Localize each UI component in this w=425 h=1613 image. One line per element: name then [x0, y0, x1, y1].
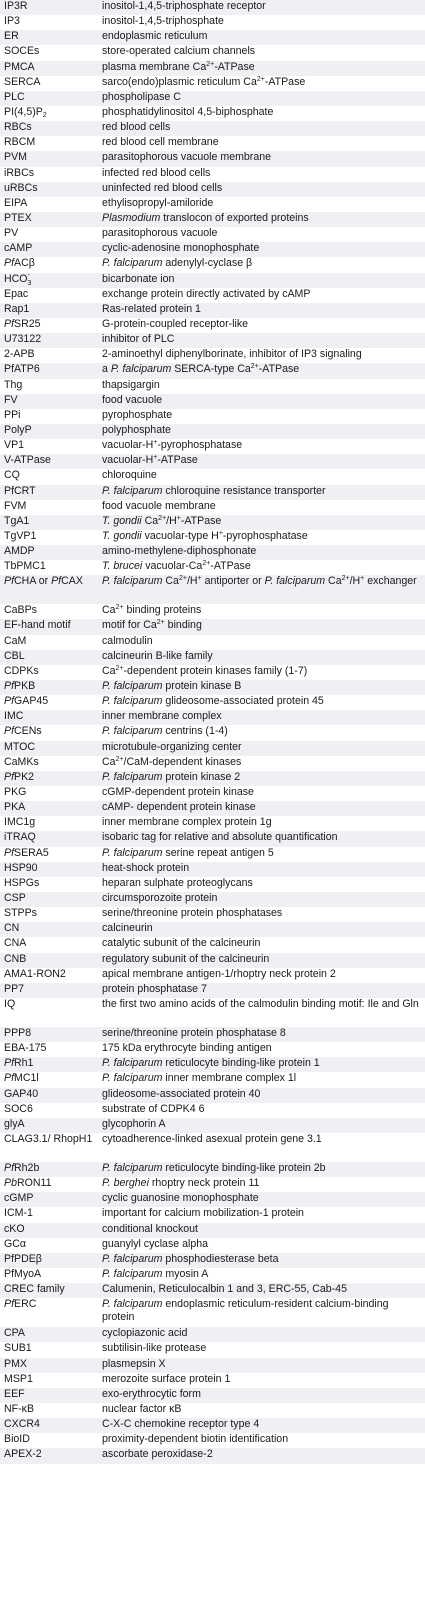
abbreviation-cell: APEX-2 — [0, 1448, 98, 1463]
table-row — [0, 167, 425, 182]
definition-cell: serine/threonine protein phosphatases — [102, 907, 283, 920]
definition-cell: P. falciparum protein kinase 2 — [98, 771, 425, 786]
abbreviation-cell: PfRh2b — [0, 1162, 98, 1177]
table-row — [0, 1448, 425, 1463]
abbreviation-cell: uRBCs — [0, 182, 98, 197]
abbreviation-cell: PfMC1l — [4, 1072, 39, 1085]
abbreviation-cell: Rap1 — [0, 303, 98, 318]
definition-cell: T. brucei vacuolar-$Ca^{2+}$-ATPase — [102, 560, 251, 573]
table-row — [0, 288, 425, 303]
abbreviation-cell: CXCR4 — [0, 1418, 98, 1433]
abbreviation-cell: CPA — [0, 1327, 98, 1342]
table-row — [0, 1118, 425, 1133]
definition-cell: isobaric tag for relative and absolute quantification — [98, 831, 425, 846]
abbreviation-cell: RBCM — [4, 136, 36, 149]
table-row — [0, 454, 425, 469]
definition-cell: exo-erythrocytic form — [98, 1388, 425, 1403]
abbreviation-cell: TgA1 — [0, 515, 98, 530]
abbreviation-cell: Thg — [4, 378, 23, 391]
definition-cell: P. falciparum serine repeat antigen 5 — [102, 846, 274, 859]
definition-cell: Ras-related protein 1 — [98, 303, 425, 318]
definition-cell: inner membrane complex protein 1g — [102, 816, 272, 829]
table-row — [0, 983, 425, 998]
table-row — [0, 1192, 425, 1207]
table-row — [0, 695, 425, 710]
abbreviation-cell: NF-κB — [4, 1402, 35, 1415]
abbreviation-cell: EIPA — [4, 196, 28, 209]
abbreviation-cell: PfCHA or PfCAX — [0, 575, 98, 604]
abbreviation-cell: PolyP — [0, 424, 98, 439]
table-row — [0, 500, 425, 515]
abbreviation-cell: PfPKB — [0, 680, 98, 695]
abbreviation-cell: VP1 — [4, 439, 25, 452]
definition-cell: plasma membrane $Ca^{2+}$-ATPase — [98, 61, 425, 76]
definition-cell: nuclear factor κB — [102, 1402, 182, 1415]
table-row — [0, 968, 425, 983]
table-row — [0, 922, 425, 937]
table-row — [0, 710, 425, 725]
abbreviation-cell: FVM — [4, 499, 27, 512]
abbreviation-cell: EF-hand motif — [0, 619, 98, 634]
table-row — [0, 998, 425, 1027]
abbreviation-cell: EEF — [0, 1388, 98, 1403]
abbreviation-cell: CaMKs — [4, 755, 39, 768]
definition-cell: C-X-C chemokine receptor type 4 — [98, 1418, 425, 1433]
table-row — [0, 1433, 425, 1448]
abbreviation-cell: Epac — [4, 287, 29, 300]
definition-cell: P. falciparum reticulocyte binding-like protein 2b — [98, 1162, 425, 1177]
abbreviation-cell: AMDP — [0, 545, 98, 560]
definition-cell: bicarbonate ion — [98, 273, 425, 288]
abbreviation-cell: FV — [0, 394, 98, 409]
abbreviation-cell: CaM — [4, 634, 27, 647]
abbreviation-cell: $PI(4,5)P_2$ — [4, 105, 47, 119]
definition-cell: subtilisin-like protease — [102, 1342, 207, 1355]
abbreviation-cell: PfPDEβ — [0, 1253, 98, 1268]
definition-cell: regulatory subunit of the calcineurin — [98, 953, 425, 968]
table-row — [0, 635, 425, 650]
abbreviation-cell: PfRh1 — [0, 1057, 98, 1072]
table-row — [0, 1253, 425, 1268]
abbreviation-cell: CSP — [0, 892, 98, 907]
table-row — [0, 801, 425, 816]
table-row — [0, 45, 425, 60]
definition-cell: motif for $Ca^{2+}$ binding — [98, 619, 425, 634]
table-row — [0, 862, 425, 877]
abbreviation-cell: CN — [0, 922, 98, 937]
abbreviation-cell: PPi — [4, 408, 21, 421]
table-row — [0, 741, 425, 756]
abbreviation-cell: HSP90 — [0, 862, 98, 877]
table-row — [0, 485, 425, 500]
abbreviation-cell: RBCs — [0, 121, 98, 136]
table-row — [0, 303, 425, 318]
definition-cell: parasitophorous vacuole membrane — [98, 151, 425, 166]
abbreviation-cell: PfATP6 — [0, 363, 98, 378]
table-row — [0, 560, 425, 575]
abbreviation-cell: HCO - 3 — [0, 273, 98, 288]
abbreviation-cell: cAMP — [0, 242, 98, 257]
abbreviation-cell: PKG — [4, 786, 27, 799]
definition-cell: cAMP- dependent protein kinase — [98, 801, 425, 816]
table-row — [0, 515, 425, 530]
table-row — [0, 1298, 425, 1327]
abbreviation-cell: PV — [4, 227, 19, 240]
abbreviation-cell: SOC6 — [4, 1102, 33, 1115]
table-row — [0, 604, 425, 619]
abbreviation-cell: IP3R — [0, 0, 98, 15]
table-row — [0, 1103, 425, 1118]
table-row — [0, 409, 425, 424]
table-row — [0, 786, 425, 801]
definition-cell: P. falciparum myosin A — [102, 1267, 209, 1280]
table-row — [0, 847, 425, 862]
table-row — [0, 1088, 425, 1103]
abbreviation-cell: PfCRT — [0, 485, 98, 500]
definition-cell: P. falciparum centrins (1-4) — [102, 725, 228, 738]
definition-cell: sarco(endo)plasmic reticulum $Ca^{2+}$-ATPase — [102, 75, 306, 88]
table-row — [0, 650, 425, 665]
abbreviation-cell: SUB1 — [4, 1342, 32, 1355]
abbreviation-cell: CNA — [4, 937, 27, 950]
definition-cell: important for calcium mobilization-1 protein — [102, 1207, 304, 1220]
abbreviation-cell: iRBCs — [4, 166, 35, 179]
table-row — [0, 1223, 425, 1238]
definition-cell: uninfected red blood cells — [98, 182, 425, 197]
table-row — [0, 1177, 425, 1192]
definition-cell: endoplasmic reticulum — [98, 30, 425, 45]
table-row — [0, 831, 425, 846]
table-row — [0, 439, 425, 454]
abbreviation-cell: CaBPs — [4, 604, 37, 617]
abbreviation-cell: 2-APB — [4, 348, 35, 361]
abbreviation-cell: EBA-175 — [4, 1042, 47, 1055]
definition-cell: phospholipase C — [98, 91, 425, 106]
table-row — [0, 469, 425, 484]
abbreviation-cell: U73122 — [0, 333, 98, 348]
definition-cell: calmodulin — [102, 634, 153, 647]
definition-cell: P. falciparum phosphodiesterase beta — [98, 1253, 425, 1268]
table-row — [0, 771, 425, 786]
definition-cell: cGMP-dependent protein kinase — [102, 786, 254, 799]
definition-cell: parasitophorous vacuole — [102, 227, 218, 240]
abbreviation-cell: glyA — [0, 1118, 98, 1133]
table-row — [0, 1027, 425, 1042]
table-row — [0, 136, 425, 151]
table-row — [0, 1418, 425, 1433]
definition-cell: T. gondii vacuolar-type H+-pyrophosphatase — [102, 529, 308, 542]
definition-cell: $Ca^{2+}/CaM$-dependent kinases — [102, 755, 242, 768]
definition-cell: food vacuole — [98, 394, 425, 409]
table-row — [0, 30, 425, 45]
definition-cell: the first two amino acids of the calmodulin binding motif: Ile and Gln — [102, 998, 419, 1010]
definition-cell: substrate of CDPK4 6 — [102, 1102, 205, 1115]
definition-cell: ascorbate peroxidase-2 — [98, 1448, 425, 1463]
abbreviation-cell: CBL — [0, 650, 98, 665]
table-row — [0, 76, 425, 91]
definition-cell: Plasmodium translocon of exported proteins — [98, 212, 425, 227]
definition-cell: polyphosphate — [98, 424, 425, 439]
definition-cell: inositol-1,4,5-triphosphate — [102, 15, 224, 28]
definition-cell: phosphatidylinositol 4,5-biphosphate — [102, 105, 274, 118]
definition-cell: red blood cell membrane — [102, 136, 219, 149]
definition-cell: P. falciparum glideosome-associated protein 45 — [102, 695, 324, 708]
definition-cell: vacuolar-H+-pyrophosphatase — [102, 439, 243, 452]
table-row — [0, 1283, 425, 1298]
abbreviation-cell: BioID — [4, 1433, 30, 1446]
definition-cell: circumsporozoite protein — [98, 892, 425, 907]
definition-cell: heparan sulphate proteoglycans — [102, 876, 253, 889]
definition-cell: P. falciparum chloroquine resistance transporter — [98, 485, 425, 500]
definition-cell: inositol-1,4,5-triphosphate receptor — [98, 0, 425, 15]
abbreviation-cell: PfACβ — [4, 257, 35, 270]
abbreviation-cell: PMCA — [0, 61, 98, 76]
table-row — [0, 333, 425, 348]
definition-cell: protein phosphatase 7 — [98, 983, 425, 998]
abbreviation-cell: CQ — [4, 469, 20, 482]
table-row — [0, 1133, 425, 1162]
table-row — [0, 953, 425, 968]
definition-cell: pyrophosphate — [102, 408, 173, 421]
table-row — [0, 348, 425, 363]
table-row — [0, 273, 425, 288]
definition-cell: P. falciparum reticulocyte binding-like protein 1 — [98, 1057, 425, 1072]
abbreviation-cell: CDPKs — [4, 664, 39, 677]
definition-cell: catalytic subunit of the calcineurin — [102, 937, 261, 950]
abbreviation-cell: PfPK2 — [0, 771, 98, 786]
abbreviation-cell: IQ — [4, 998, 16, 1010]
abbreviation-cell: SOCEs — [4, 45, 40, 58]
table-row — [0, 665, 425, 680]
table-row — [0, 756, 425, 771]
definition-cell: ethylisopropyl-amiloride — [102, 196, 214, 209]
abbreviation-cell: ER — [0, 30, 98, 45]
definition-cell: $Ca^{2+}$-dependent protein kinases family (1-7) — [102, 664, 308, 677]
table-row — [0, 15, 425, 30]
definition-cell: 175 kDa erythrocyte binding antigen — [102, 1042, 272, 1055]
table-row — [0, 1042, 425, 1057]
definition-cell: food vacuole membrane — [102, 499, 216, 512]
abbreviation-cell: CNB — [0, 953, 98, 968]
abbreviation-cell: PPP8 — [0, 1027, 98, 1042]
abbreviation-cell: PfCENs — [4, 725, 42, 738]
definition-cell: heat-shock protein — [98, 862, 425, 877]
definition-cell: apical membrane antigen-1/rhoptry neck protein 2 — [102, 967, 336, 980]
definition-cell: inner membrane complex — [98, 710, 425, 725]
table-row — [0, 318, 425, 333]
definition-cell: chloroquine — [102, 469, 157, 482]
definition-cell: T. gondii $Ca^{2+}/H^+$-ATPase — [98, 515, 425, 530]
abbreviation-cell: PMX — [0, 1358, 98, 1373]
table-row — [0, 379, 425, 394]
abbreviation-cell: SERCA — [4, 75, 41, 88]
definition-cell: cyclic-adenosine monophosphate — [98, 242, 425, 257]
definition-cell: calcineurin — [98, 922, 425, 937]
definition-cell: red blood cells — [98, 121, 425, 136]
definition-cell: guanylyl cyclase alpha — [102, 1237, 208, 1250]
table-row — [0, 106, 425, 121]
definition-cell: inhibitor of PLC — [98, 333, 425, 348]
table-row — [0, 242, 425, 257]
abbreviation-cell: TbPMC1 — [4, 560, 46, 573]
definition-cell: P. berghei rhoptry neck protein 11 — [102, 1177, 260, 1190]
abbreviation-cell: PTEX — [0, 212, 98, 227]
definition-cell: a P. falciparum SERCA-type $Ca^{2+}$-ATPase — [98, 363, 425, 378]
definition-cell: vacuolar-H+-ATPase — [98, 454, 425, 469]
abbreviation-cell: PfERC — [4, 1298, 37, 1311]
table-row — [0, 1207, 425, 1222]
abbreviation-cell: iTRAQ — [0, 831, 98, 846]
table-row — [0, 1072, 425, 1087]
table-row — [0, 394, 425, 409]
definition-cell: P. falciparum protein kinase B — [98, 680, 425, 695]
abbreviation-cell: MSP1 — [4, 1372, 33, 1385]
definition-cell: serine/threonine protein phosphatase 8 — [98, 1027, 425, 1042]
definition-cell: P. falciparum adenylyl-cyclase β — [102, 257, 253, 270]
abbreviation-cell: GAP40 — [0, 1088, 98, 1103]
abbreviation-cell: PfSERA5 — [4, 846, 49, 859]
definition-cell: plasmepsin X — [98, 1358, 425, 1373]
table-row — [0, 0, 425, 15]
table-row — [0, 680, 425, 695]
abbreviation-cell: TgVP1 — [4, 529, 37, 542]
definition-cell: calcineurin B-like family — [98, 650, 425, 665]
table-row — [0, 121, 425, 136]
definition-cell: cyclopiazonic acid — [98, 1327, 425, 1342]
definition-cell: amino-methylene-diphosphonate — [98, 545, 425, 560]
table-row — [0, 575, 425, 604]
definition-cell: microtubule-organizing center — [98, 741, 425, 756]
table-row — [0, 1268, 425, 1283]
abbreviation-cell: GCα — [4, 1237, 27, 1250]
table-row — [0, 1403, 425, 1418]
table-row — [0, 1388, 425, 1403]
definition-cell: conditional knockout — [98, 1223, 425, 1238]
table-row — [0, 907, 425, 922]
abbreviation-cell: PKA — [0, 801, 98, 816]
table-row — [0, 877, 425, 892]
abbreviation-cell: IMC — [0, 710, 98, 725]
table-row — [0, 1342, 425, 1357]
definition-cell: infected red blood cells — [102, 166, 211, 179]
definition-cell: cytoadherence-linked asexual protein gene 3.1 — [102, 1132, 322, 1145]
definition-cell: Calumenin, Reticulocalbin 1 and 3, ERC-55, Cab-45 — [98, 1283, 425, 1298]
table-row — [0, 937, 425, 952]
table-row — [0, 197, 425, 212]
abbreviation-cell: cGMP — [0, 1192, 98, 1207]
table-row — [0, 1057, 425, 1072]
table-row — [0, 151, 425, 166]
definition-cell: P. falciparum $Ca^{2+}/H^+$ antiporter or P. falciparum $Ca^{2+}/H^+$ exchanger — [98, 575, 425, 604]
definition-cell: $Ca^{2+}$ binding proteins — [102, 604, 202, 617]
definition-cell: G-protein-coupled receptor-like — [102, 317, 249, 330]
table-row — [0, 1358, 425, 1373]
table-row — [0, 227, 425, 242]
definition-cell: glycophorin A — [98, 1118, 425, 1133]
table-row — [0, 530, 425, 545]
abbreviation-cell: ICM-1 — [4, 1207, 33, 1220]
table-row — [0, 424, 425, 439]
abbreviation-cell: PP7 — [0, 983, 98, 998]
abbreviation-cell: MTOC — [0, 741, 98, 756]
abbreviation-cell: V-ATPase — [0, 454, 98, 469]
abbreviation-cell: PVM — [0, 151, 98, 166]
table-row — [0, 725, 425, 740]
abbreviation-cell: PfSR25 — [4, 317, 41, 330]
table-row — [0, 892, 425, 907]
table-row — [0, 257, 425, 272]
abbreviation-cell: STPPs — [4, 907, 37, 920]
definition-cell: merozoite surface protein 1 — [102, 1372, 231, 1385]
abbreviation-cell: CLAG3.1/ RhopH1 — [4, 1132, 93, 1145]
table-row — [0, 816, 425, 831]
definition-cell: 2-aminoethyl diphenylborinate, inhibitor of IP3 signaling — [102, 348, 362, 361]
table-row — [0, 619, 425, 634]
definition-cell: proximity-dependent biotin identification — [102, 1433, 289, 1446]
abbreviation-cell: PfMyoA — [4, 1267, 42, 1280]
table-row — [0, 212, 425, 227]
table-row — [0, 91, 425, 106]
abbreviation-cell: IMC1g — [4, 816, 36, 829]
definition-cell: P. falciparum endoplasmic reticulum-resident calcium-binding protein — [102, 1298, 389, 1323]
abbreviation-cell: PLC — [0, 91, 98, 106]
definition-cell: store-operated calcium channels — [102, 45, 256, 58]
definition-cell: exchange protein directly activated by cAMP — [102, 287, 311, 300]
table-row — [0, 1162, 425, 1177]
definition-cell: cyclic guanosine monophosphate — [98, 1192, 425, 1207]
table-row — [0, 1327, 425, 1342]
table-row — [0, 1373, 425, 1388]
table-row — [0, 61, 425, 76]
table-row — [0, 1238, 425, 1253]
table-row — [0, 363, 425, 378]
abbreviation-cell: AMA1-RON2 — [4, 967, 66, 980]
abbreviation-cell: CREC family — [0, 1283, 98, 1298]
definition-cell: P. falciparum inner membrane complex 1l — [102, 1072, 297, 1085]
definition-cell: thapsigargin — [102, 378, 160, 391]
table-row — [0, 182, 425, 197]
abbreviation-cell: HSPGs — [4, 876, 40, 889]
abbreviation-cell: PbRON11 — [4, 1177, 52, 1190]
definition-cell: glideosome-associated protein 40 — [98, 1088, 425, 1103]
abbreviation-cell: PfGAP45 — [4, 695, 49, 708]
abbreviation-cell: IP3 — [4, 15, 20, 28]
table-row — [0, 545, 425, 560]
abbreviation-cell: cKO — [0, 1223, 98, 1238]
